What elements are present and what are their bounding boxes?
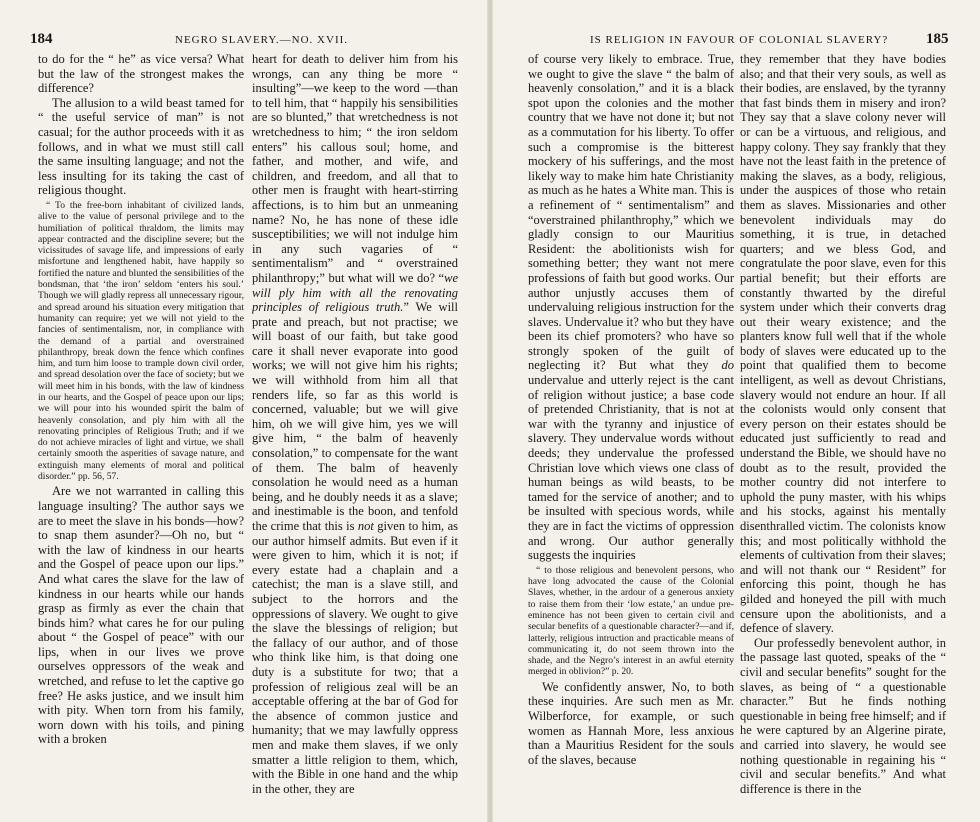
emphasis-text: not <box>357 519 374 533</box>
page-number: 185 <box>926 31 949 47</box>
emphasis-text: we will ply him with all the renovating principles of religious truth. <box>252 270 458 315</box>
paragraph: The allusion to a wild beast tamed for “ the useful service of man” is not casual; for the author proceeds with it as follows, and in what we must still call the same insulting language; and not the less insulting for its taking the cast of religious thought. <box>38 95 244 198</box>
paragraph: they remember that they have bodies also; and that their very souls, as well as their bodies, are enslaved, by the tyranny that fast binds them in misery and iron? They say that a slave colony never will or can be a virtuous, and religious, and happy colony. They say frankly that they have not the least faith in the pretence of making the slaves, as a body, religious, under the auspices of those who retain them as slaves. Missionaries and other benevolent individuals may do something, it is true, in detached quarters; and we bless God, and congratulate the poor slave, even for this partial benefit; but their efforts are constantly thwarted by the direful system under which their converts drag out their weary existence; and the planters know full well that if the whole body of slaves were educated up to the point that qualified them to become intelligent, as well as devout Christians, slavery would not endure an hour. If all the colonists would only consent that every person on their estates should be educated just sufficiently to read and understand the Bible, we should have no doubt as to the result, provided the mother country did not interfere to uphold the puny master, with his whips and his stocks, against his mentally disenthralled victim. The colonists know this; and most politically withhold the elements of cultivation from their slaves; and will not thank our “ Resident” for enforcing this point, though he has gilded and honeyed the pill with much censure upon the abolitionists, and a defence of slavery. <box>740 52 946 636</box>
text-column <box>528 52 734 820</box>
paragraph: We confidently answer, No, to both these inquiries. Are such men as Mr. Wilberforce, for example, or such women as Hannah More, less anxious than a Mauritius Resident for the souls of the slaves, because <box>528 679 734 767</box>
page-number: 184 <box>30 31 53 47</box>
text-column <box>38 52 244 820</box>
paragraph: Our professedly benevolent author, in the passage last quoted, speaks of the “ civil and secular benefits” sought for the slaves, as being of “ a questionable character.” But he finds nothing questionable in being free himself; and if he were captured by an Algerine pirate, and carried into slavery, he would see nothing questionable in regaining his “ civil and secular benefits.” And what difference is there in the <box>740 635 946 796</box>
emphasis-text: do <box>721 358 734 373</box>
running-head: IS RELIGION IN FAVOUR OF COLONIAL SLAVERY? <box>590 34 889 46</box>
paragraph: Are we not warranted in calling this language insulting? The author says we are to meet the slave in his bonds—how? to snap them asunder?—Oh no, but “ with the law of kindness in our hearts and the Gospel of peace upon our lips.” And what cares the slave for the law of kindness in our hearts while our hands grasp as firmly as ever the chain that binds him? what cares he for our puling about “ the Gospel of peace” with our lips, when in our lives we prove ourselves oppressors of the weak and wretched, and refuse to let the captive go free? He asks justice, and we insult him with pity. When torn from his family, worn down with his toils, and pining with a broken <box>38 484 244 747</box>
text-run: heart for death to deliver him from his wrongs, can any thing be more “ insulting”—we keep to the word —than to tell him, that “ happily his sensibilities are so blunted,” that wretchedness is not wretchedness to him; “ the iron seldom enters” his callous soul; home, and father, and mother, and wife, and children, and freedom, and all that to other men is fraught with heart-stirring affections, is to him but an unmeaning name? No, he has none of these idle susceptibilities; we will not indulge him in any such vagaries of “ sentimentalism” and “ overstrained philanthropy;” but what will we do? “ <box>252 52 458 285</box>
right-page <box>490 0 980 822</box>
text-run: of course very likely to embrace. True, we ought to give the slave “ the balm of heavenly consolation,” and it is a black spot upon the colonies and the mother country that we have not done it; but not as a commutation for his liberty. To offer such a compromise is the bitterest mockery of his sufferings, and the most likely way to make him hate Christianity as much as he hates a White man. This is a refinement of “ sentimentalism” and “overstrained philanthrophy,” which we gladly consign to our Mauritius Resident: the abolitionists wish for something better; they want not mere professions of faith but good works. Our author unjustly accuses them of undervaluing religious instruction for the slaves. Undervalue it? who but they have been its chief promoters? who have so strongly spoken of the guilt of neglecting it? But what they <box>528 52 734 373</box>
text-run: undervalue and utterly reject is the cant of religion without justice; a base code of pretended Christianity, that is not at war with the tyranny and injustice of slavery. They undervalue words without deeds; they undervalue the professed Christian love which views one class of human beings as wild beasts, to be tamed for the service of another; and to be insulted with specious words, while they are in fact the victims of oppression and wrong. Our author generally suggests the inquiries <box>528 373 734 563</box>
text-column <box>740 52 946 820</box>
block-quote: “ to those religious and benevolent persons, who have long advocated the cause of the Colonial Slaves, whether, in the ardour of a generous anxiety to raise them from their ‘low estate,’ an undue pre-eminence has not been given to certain civil and secular benefits of a questionable character?—and if, latterly, religious intruction and practicable means of communicating it, do not seem thrown into the shade, and the Negro’s interest in an awful eternity merged in oblivion?” p. 20. <box>528 564 734 678</box>
text-column <box>252 52 458 820</box>
text-run: given to him, as our author himself admits. But even if it were given to him, which it is not; if every estate had a chaplain and a catechist; the man is a slave still, and subject to the horrors and the oppressions of slavery. We ought to give the slave the blessings of religion; but the fallacy of our author, and of those who think like him, is that doing one duty is a substitute for two; that a profession of religious zeal will be an acceptable offering at the bar of God for the absence of common justice and humanity; that we may lawfully oppress men and make them slaves, if we only smatter a little religion to them, which, with the Bible in one hand and the whip in the other, they are <box>252 519 458 796</box>
paragraph <box>252 52 458 796</box>
running-head: NEGRO SLAVERY.—NO. XVII. <box>175 34 349 46</box>
block-quote: “ To the free-born inhabitant of civilized lands, alive to the value of personal privilege and to the humiliation of political thraldom, the limits may appear contracted and the discipline severe; but the vicissitudes of savage life, and impressions of early misfortune and lengthened habit, have happily so fortified the nature and blunted the sensibilities of the bondsman, that ‘the iron’ seldom ‘enters his soul.’ Though we will gladly repress all unnecessary rigour, and spread around his situation every mitigation that humanity can require; yet we will not yield to the fancies of sentimentalism, nor, in compliance with the demand of a partial and overstrained philanthropy, break down the fence which confines him, and turn him loose to trample down civil order, and spread desolation over the face of society; but we will meet him in his bonds, with the law of kindness in our hearts, and the Gospel of peace upon our lips; we will pour into his wounded spirit the balm of heavenly consolation, and ply him with all the renovating principles of Religious Truth; and if we do not achieve miracles of light and virtue, we shall certainly smooth the asperities of savage nature, and extinguish many elements of moral and political disorder.” pp. 56, 57. <box>38 199 244 483</box>
paragraph <box>528 52 734 563</box>
paragraph: to do for the “ he” as vice versa? What but the law of the strongest makes the difference? <box>38 52 244 96</box>
text-run: ” We will prate and preach, but not practise; we will boast of our faith, but take good care it shall never evaporate into good works; we will not give him his rights; we will withhold from him all that renders life, so far as this world is concerned, valuable; but we will give him, oh we will give him, yes we will give him, “ the balm of heavenly consolation,” to compensate for the want of them. The balm of heavenly consolation he would need as a human being, and he doubly needs it as a slave; and inestimable is the boon, and tenfold the crime that this is <box>252 300 458 533</box>
